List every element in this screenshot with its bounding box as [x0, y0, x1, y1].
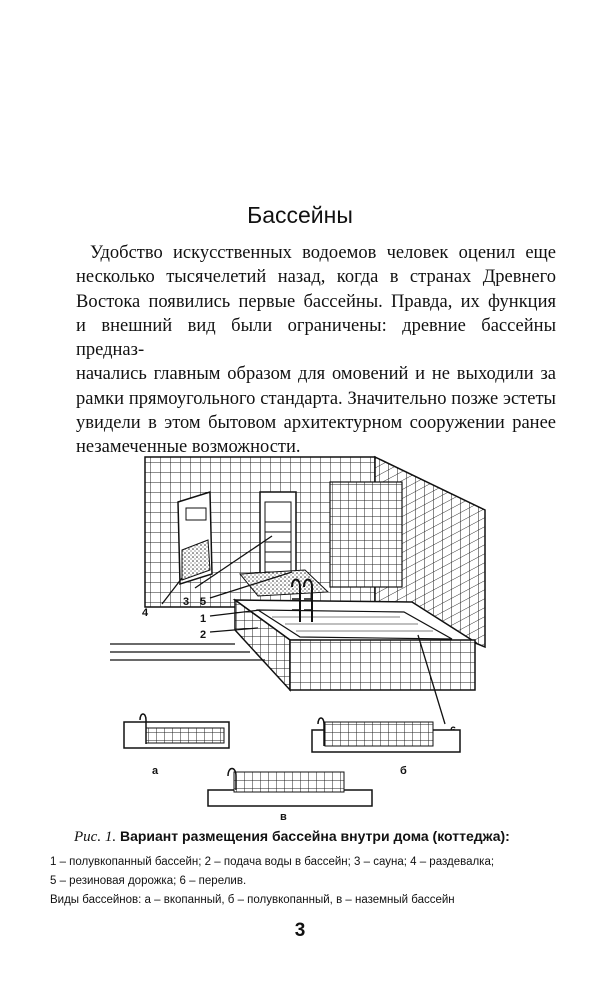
variant-b-diagram: [312, 718, 460, 752]
body-line: увидели в этом бытовом архитектурном сооружении ранее: [76, 413, 556, 434]
callout-2: 2: [200, 629, 207, 641]
variant-c-diagram: [208, 769, 372, 807]
figure-caption: [74, 828, 594, 846]
variant-c-label: в: [280, 811, 287, 822]
sauna-door: [260, 492, 296, 584]
variant-b-label: б: [400, 765, 407, 777]
callout-5: 5: [200, 596, 207, 608]
body-line: и внешний вид были ограничены: древние бассейны предназ-: [76, 315, 556, 361]
floor-lines: [110, 644, 265, 660]
caption-prefix: Рис. 1.: [74, 829, 117, 845]
callout-3: 3: [183, 596, 190, 608]
page-number: 3: [294, 920, 306, 941]
body-line: начались главным образом для омовений и не выходили за: [76, 364, 556, 385]
dressing-room-door: [178, 492, 212, 584]
body-line: Удобство искусственных водоемов человек оценил еще: [90, 243, 556, 263]
variant-a-label: а: [152, 765, 159, 777]
callout-1: 1: [200, 613, 207, 625]
callout-4: 4: [142, 607, 149, 619]
body-line: Востока появились первые бассейны. Правда, их функция: [76, 291, 556, 312]
body-paragraph: [76, 241, 556, 460]
body-line: рамки прямоугольного стандарта. Значительно позже эстеты: [76, 388, 556, 409]
body-line: незамеченные возможности.: [76, 437, 301, 458]
pool-illustration: [100, 452, 500, 822]
legend-line-1: 1 – полувкопанный бассейн; 2 – подача воды в бассейн; 3 – сауна; 4 – раздевалка;: [50, 856, 495, 868]
legend-line-3: Виды бассейнов: а – вкопанный, б – полувкопанный, в – наземный бассейн: [50, 894, 455, 906]
body-line: несколько тысячелетий назад, когда в странах Древнего: [76, 267, 556, 288]
variant-a-diagram: [124, 714, 229, 748]
section-title: Бассейны: [247, 202, 353, 228]
legend-line-2: 5 – резиновая дорожка; 6 – перелив.: [50, 875, 247, 887]
caption-title: Вариант размещения бассейна внутри дома (коттеджа):: [119, 828, 510, 844]
